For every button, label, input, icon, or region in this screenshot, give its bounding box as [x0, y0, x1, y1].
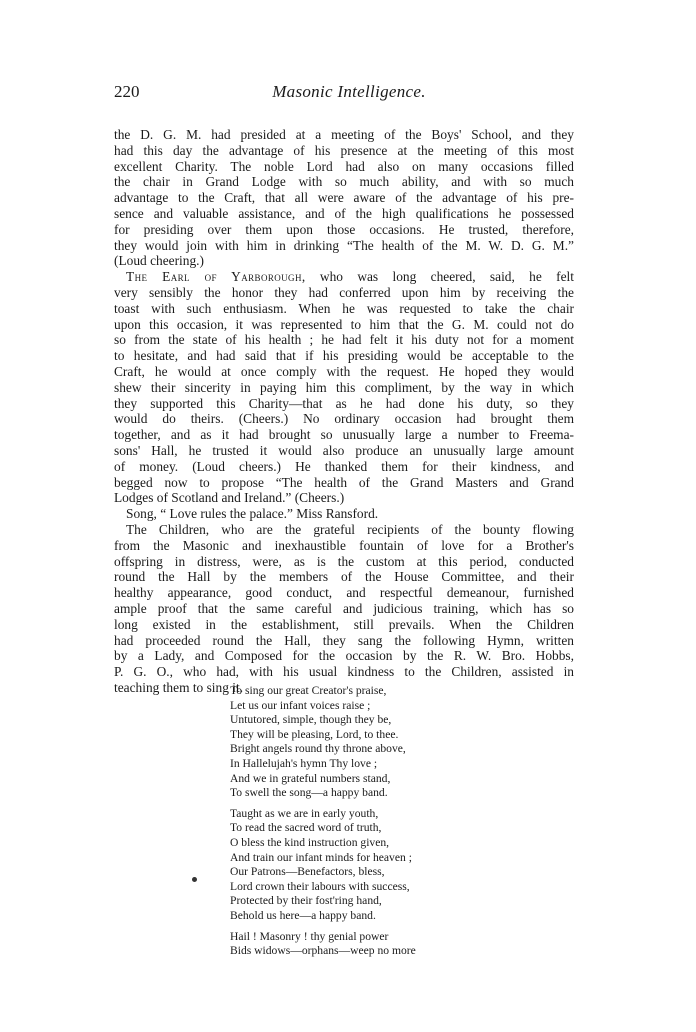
body-text: [114, 127, 574, 696]
text-line: the chair in Grand Lodge with so much ability, and with so much: [114, 174, 574, 190]
verse-line: Lord crown their labours with success,: [230, 879, 410, 893]
text-line: had this day the advantage of his presence at the meeting of this most: [114, 142, 574, 158]
text-line: together, and as it had brought so unusually large a number to Freema-: [114, 427, 574, 443]
text-line: round the Hall by the members of the House Committee, and their: [114, 569, 574, 585]
text-line: sons' Hall, he trusted it would also produce an unusually large amount: [114, 442, 574, 458]
verse-line: Hail ! Masonry ! thy genial power: [230, 929, 389, 943]
verse-line: Let us our infant voices raise ;: [230, 698, 371, 712]
text-line: by a Lady, and Composed for the occasion by the R. W. Bro. Hobbs,: [114, 648, 574, 664]
text-line: for presiding over them upon those occasions. He trusted, therefore,: [114, 221, 574, 237]
verse-line: Protected by their fost'ring hand,: [230, 894, 382, 908]
text-line: they supported this Charity—that as he had done his duty, so they: [114, 395, 574, 411]
verse-line: To swell the song—a happy band.: [230, 786, 388, 800]
text-line: would do theirs. (Cheers.) No ordinary occasion had brought them: [114, 411, 574, 427]
text-line: The Children, who are the grateful recipients of the bounty flowing: [126, 521, 574, 537]
text-line: Song, “ Love rules the palace.” Miss Ransford.: [126, 506, 379, 522]
text-line: Craft, he would at once comply with the request. He hoped they would: [114, 363, 574, 379]
page-number: 220: [114, 82, 140, 101]
hymn-stanza: [230, 807, 560, 924]
text-line: from the Masonic and inexhaustible fountain of love for a Brother's: [114, 537, 574, 553]
text-line: excellent Charity. The noble Lord had also on many occasions filled: [114, 158, 574, 174]
paragraph: [114, 127, 574, 269]
text-line: they would join with him in drinking “The health of the M. W. D. G. M.”: [114, 237, 574, 253]
speaker-name: The Earl of Yarborough,: [126, 269, 306, 285]
verse-line: To sing our great Creator's praise,: [230, 684, 387, 697]
hymn: [230, 684, 560, 965]
verse-line: And train our infant minds for heaven ;: [230, 850, 412, 864]
verse-line: Bright angels round thy throne above,: [230, 742, 406, 756]
verse-line: Behold us here—a happy band.: [230, 908, 376, 922]
verse-line: And we in grateful numbers stand,: [230, 771, 391, 785]
running-title: Masonic Intelligence.: [272, 82, 426, 101]
text-line: long existed in the establishment, still prevails. When the Children: [114, 616, 574, 632]
text-line: upon this occasion, it was represented to him that the G. M. could not do: [114, 316, 574, 332]
text-line: P. G. O., who had, with his usual kindness to the Children, assisted in: [114, 664, 574, 680]
text-line: sence and valuable assistance, and of the high qualifications he possessed: [114, 205, 574, 221]
text-line: (Loud cheering.): [114, 253, 204, 269]
verse-line: O bless the kind instruction given,: [230, 835, 390, 849]
text-line: the D. G. M. had presided at a meeting of the Boys' School, and they: [114, 127, 574, 142]
text-line: toast with such enthusiasm. When he was requested to take the chair: [114, 300, 574, 316]
text-line: to hesitate, and had said that if his presiding would be acceptable to the: [114, 348, 574, 364]
text-line: had proceeded round the Hall, they sang the following Hymn, written: [114, 632, 574, 648]
paragraph: [114, 269, 574, 506]
text-line: healthy appearance, good conduct, and respectful demeanour, furnished: [114, 585, 574, 601]
text-line: so from the state of his health ; he had felt it his duty not for a moment: [114, 332, 574, 348]
verse-line: To read the sacred word of truth,: [230, 821, 382, 835]
verse-line: Bids widows—orphans—weep no more: [230, 944, 416, 958]
text-line: very sensibly the honor they had conferred upon him by receiving the: [114, 284, 574, 300]
page-header: [114, 82, 584, 106]
verse-line: Untutored, simple, though they be,: [230, 713, 392, 727]
margin-dot: [192, 877, 197, 882]
hymn-stanza: [230, 930, 560, 959]
text-line: The Earl of Yarborough, who was long cheered, said, he felt: [126, 269, 574, 285]
text-line: begged now to propose “The health of the Grand Masters and Grand: [114, 474, 574, 490]
verse-line: They will be pleasing, Lord, to thee.: [230, 727, 399, 741]
paragraph: [114, 522, 574, 696]
text-line: of money. (Loud cheers.) He thanked them for their kindness, and: [114, 458, 574, 474]
text-line: offspring in distress, were, as is the custom at this period, conducted: [114, 553, 574, 569]
text-line: ample proof that the same careful and judicious training, which has so: [114, 600, 574, 616]
text-line: teaching them to sing it.: [114, 679, 244, 695]
text-line: advantage to the Craft, that all were aware of the advantage of his pre-: [114, 190, 574, 206]
text-line: shew their sincerity in paying him this compliment, by the way in which: [114, 379, 574, 395]
verse-line: Our Patrons—Benefactors, bless,: [230, 865, 385, 879]
text-line: Lodges of Scotland and Ireland.” (Cheers.): [114, 490, 345, 506]
hymn-stanza: [230, 684, 560, 801]
paragraph: [114, 506, 574, 522]
verse-line: Taught as we are in early youth,: [230, 806, 379, 820]
verse-line: In Hallelujah's hymn Thy love ;: [230, 756, 378, 770]
